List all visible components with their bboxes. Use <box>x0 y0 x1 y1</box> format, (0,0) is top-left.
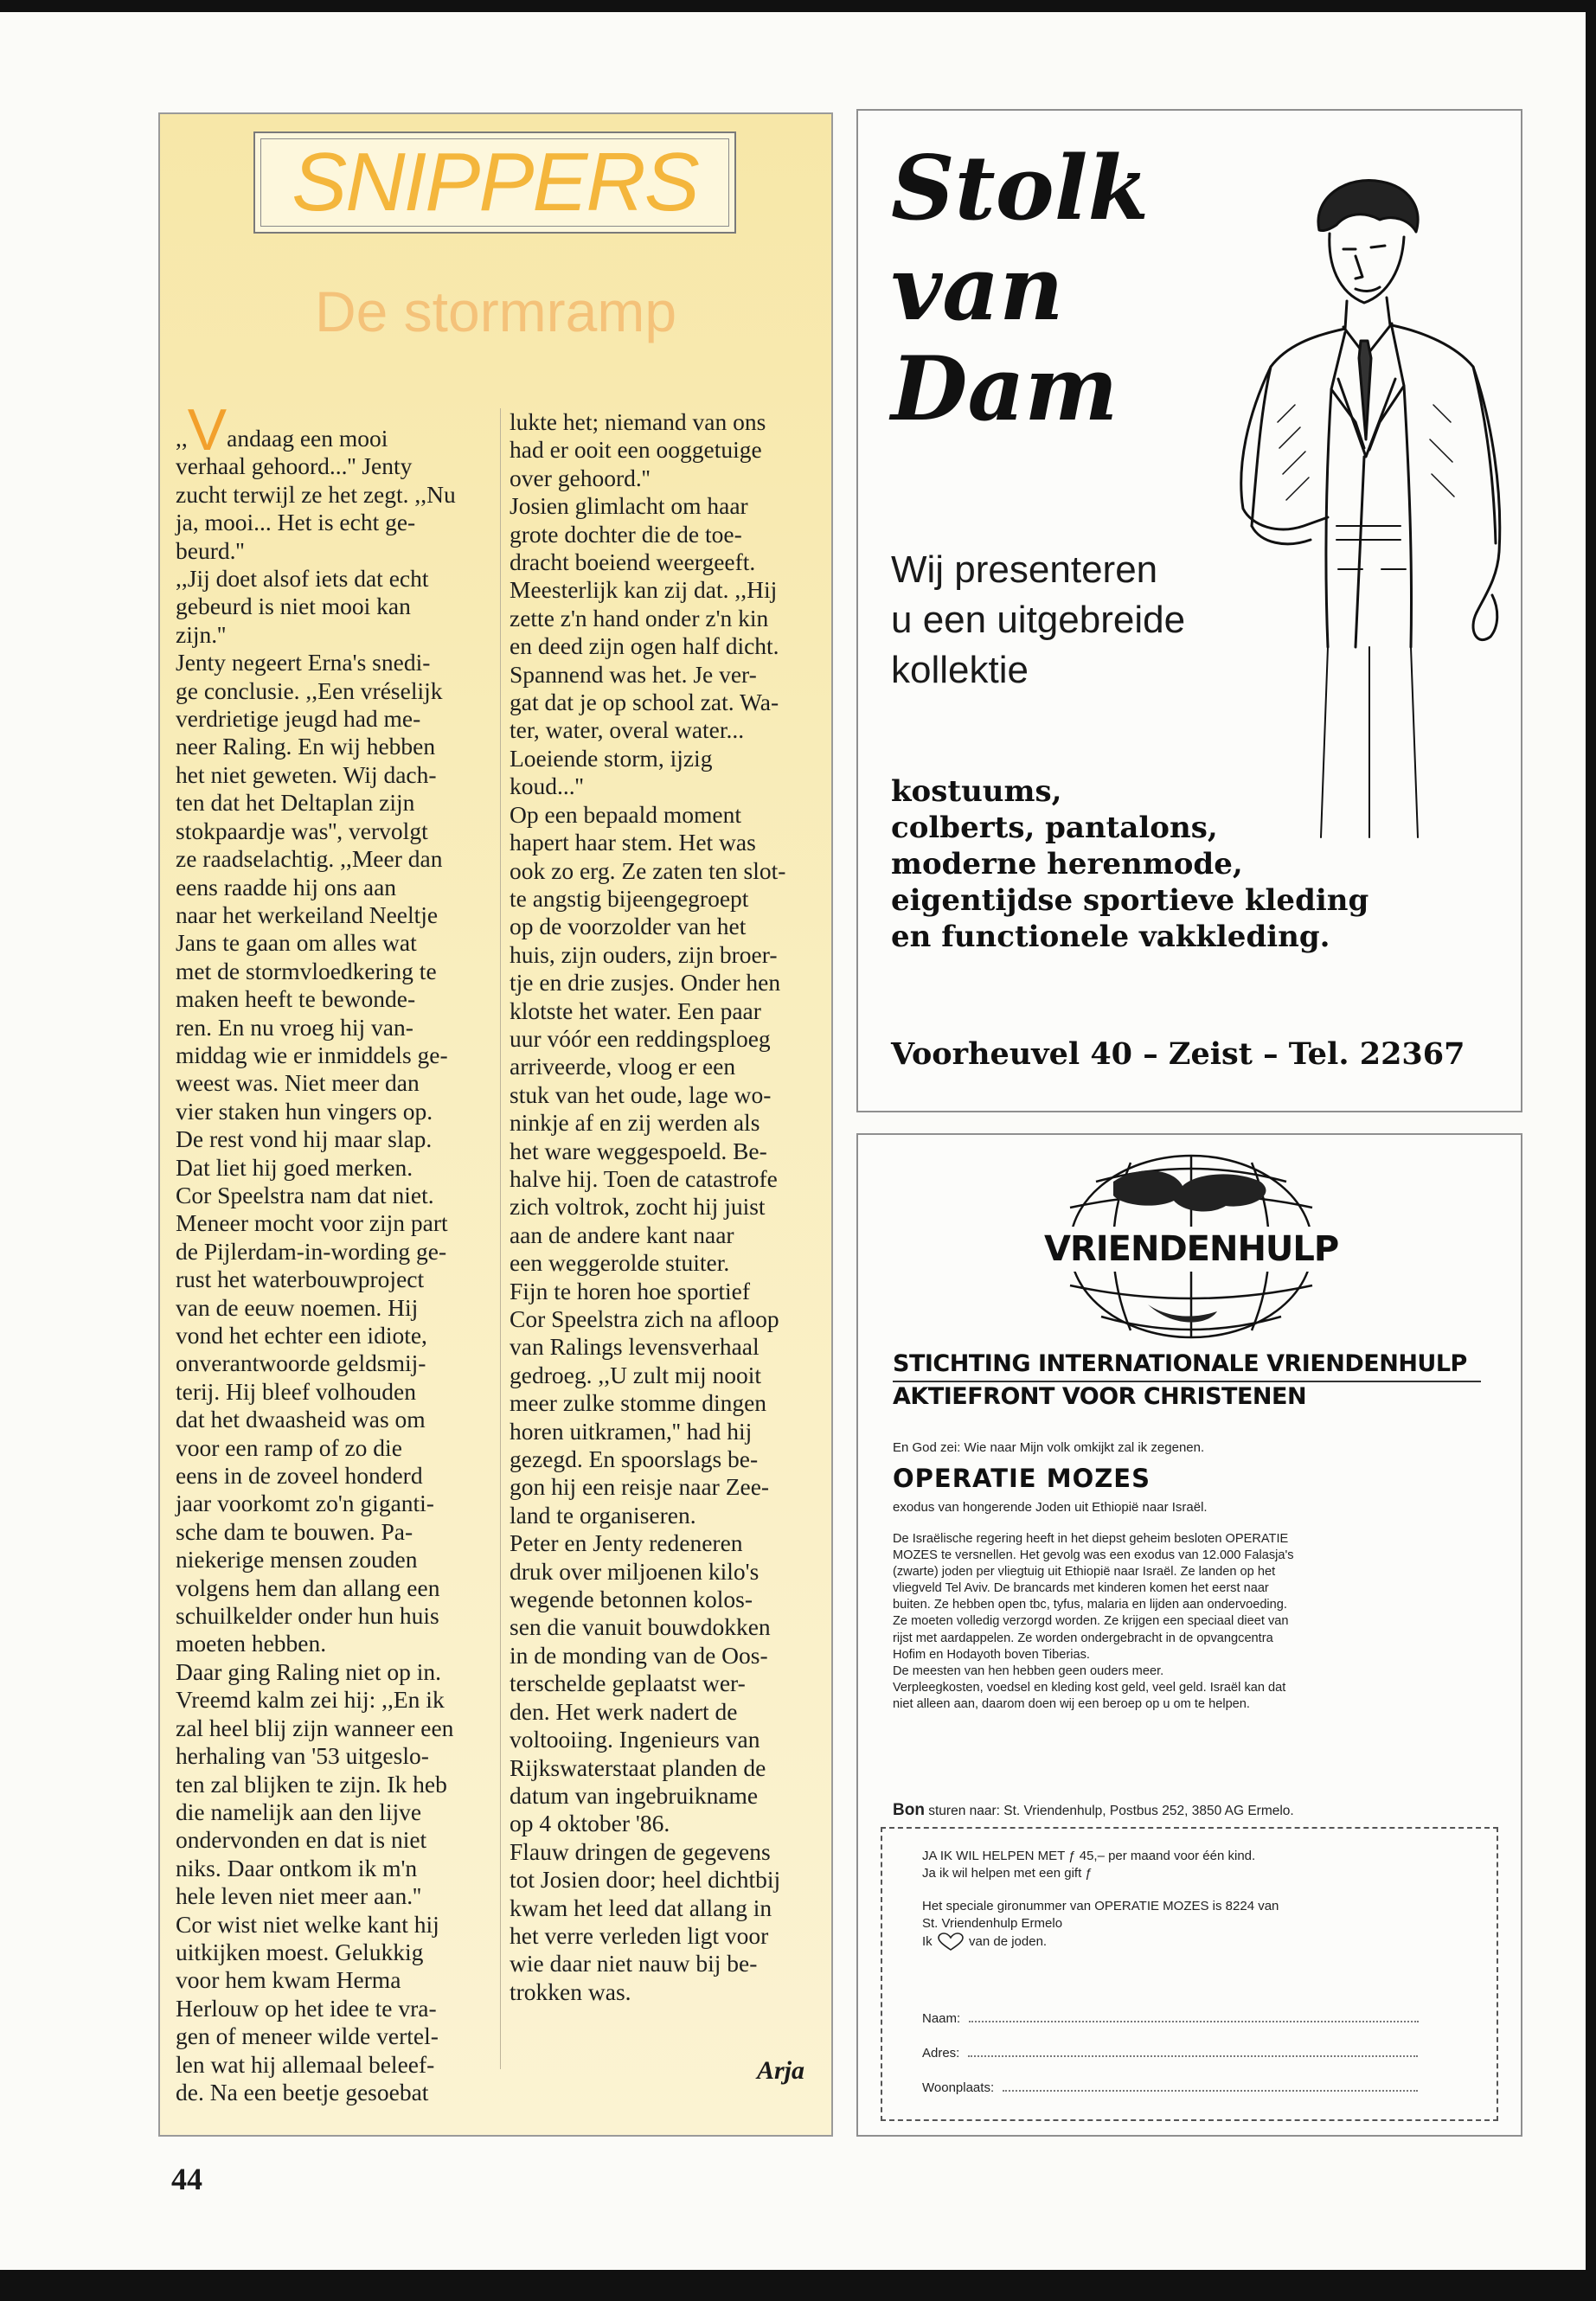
story-column-right <box>510 408 830 2006</box>
page-number: 44 <box>171 2162 202 2196</box>
story-line: gebeurd is niet mooi kan <box>176 593 411 620</box>
vriendenhulp-logo-text: VRIENDENHULP <box>1044 1227 1338 1272</box>
spacer <box>922 1882 1279 1898</box>
story-line: verdrietige jeugd had me- <box>176 705 421 733</box>
story-line: uur vóór een reddingsploeg <box>510 1024 771 1052</box>
body-line: Hofim en Hodayoth boven Tiberias. <box>893 1647 1090 1662</box>
story-line: Spannend was het. Je ver- <box>510 660 757 688</box>
story-line: ze raadselachtig. ,,Meer dan <box>176 845 443 873</box>
story-line: van de eeuw noemen. Hij <box>176 1293 419 1321</box>
story-line: niekerige mensen zouden <box>176 1546 418 1574</box>
story-line: sen die vanuit bouwdokken <box>510 1613 771 1641</box>
story-line: meer zulke stomme dingen <box>510 1389 767 1417</box>
story-line: wegende betonnen kolos- <box>510 1586 753 1613</box>
story-line: voor een ramp of zo die <box>176 1433 402 1461</box>
product-line: en functionele vakkleding. <box>891 920 1330 954</box>
story-line: klotste het water. Een paar <box>510 997 761 1024</box>
story-line: terij. Hij bleef volhouden <box>176 1377 416 1405</box>
city-field[interactable]: Woonplaats: <box>922 2080 1418 2095</box>
heart-icon <box>936 1932 965 1952</box>
story-line: neer Raling. En wij hebben <box>176 733 436 760</box>
story-line: ondervonden en dat is niet <box>176 1826 427 1854</box>
story-line: ,,Jij doet alsof iets dat echt <box>176 565 429 593</box>
story-line: schuilkelder onder hun huis <box>176 1602 439 1630</box>
story-line: het verre verleden ligt voor <box>510 1921 769 1949</box>
brand-line: Stolk <box>891 137 1150 240</box>
story-line: herhaling van '53 uitgeslo- <box>176 1742 429 1770</box>
body-line: rijst met aardappelen. Ze worden ondergebracht in de opvangcentra <box>893 1631 1273 1645</box>
organisation-name <box>893 1349 1481 1412</box>
story-line: ren. En nu vroeg hij van- <box>176 1013 413 1041</box>
scan-edge-bottom <box>0 2270 1596 2301</box>
stolk-tagline <box>891 545 1185 695</box>
story-line: in de monding van de Oos- <box>510 1641 768 1669</box>
story-line: huis, zijn ouders, zijn broer- <box>510 940 778 968</box>
story-line: en deed zijn ogen half dicht. <box>510 632 779 660</box>
story-line: moeten hebben. <box>176 1630 327 1657</box>
story-line: van Ralings levensverhaal <box>510 1333 760 1361</box>
story-line: tot Josien door; heel dichtbij <box>510 1866 781 1894</box>
story-line: uitkijken moest. Gelukkig <box>176 1938 424 1965</box>
coupon-label: Bon <box>893 1801 925 1819</box>
story-column-left <box>176 397 497 2106</box>
story-line: jaar voorkomt zo'n giganti- <box>176 1490 434 1517</box>
story-line: die namelijk aan den lijve <box>176 1798 422 1825</box>
story-line: land te organiseren. <box>510 1501 696 1529</box>
story-line: terschelde geplaatst wer- <box>510 1670 746 1697</box>
story-line: beurd.'' <box>176 536 245 564</box>
story-line: ge conclusie. ,,Een vréselijk <box>176 676 443 704</box>
name-field[interactable]: Naam: <box>922 2010 1419 2026</box>
story-line: Josien glimlacht om haar <box>510 492 748 520</box>
story-line: druk over miljoenen kilo's <box>510 1557 760 1585</box>
story-line: had er ooit een ooggetuige <box>510 436 762 464</box>
snippers-title: SNIPPERS <box>292 136 698 228</box>
address-field[interactable]: Adres: <box>922 2045 1418 2061</box>
donation-coupon[interactable] <box>881 1827 1498 2121</box>
brand-line: van <box>891 237 1064 341</box>
operation-title: OPERATIE MOZES <box>893 1464 1151 1493</box>
org-line: AKTIEFRONT VOOR CHRISTENEN <box>893 1383 1307 1410</box>
bible-quote: En God zei: Wie naar Mijn volk omkijkt zal ik zegenen. <box>893 1440 1205 1455</box>
story-line: volgens hem dan allang een <box>176 1574 440 1601</box>
story-line: ninkje af en zij werden als <box>510 1109 760 1137</box>
stolk-van-dam-ad <box>856 109 1522 1112</box>
story-line: over gehoord.'' <box>510 464 651 491</box>
story-line: de. Na een beetje gesoebat <box>176 2078 429 2106</box>
body-line: Ze moeten volledig verzorgd worden. Ze krijgen een speciaal dieet van <box>893 1614 1289 1629</box>
story-line: Peter en Jenty redeneren <box>510 1529 743 1557</box>
story-line: tje en drie zusjes. Onder hen <box>510 969 781 997</box>
story-line: den. Het werk nadert de <box>510 1697 738 1725</box>
coupon-address: sturen naar: St. Vriendenhulp, Postbus 252, 3850 AG Ermelo. <box>928 1804 1294 1818</box>
story-line: ten zal blijken te zijn. Ik heb <box>176 1770 447 1798</box>
story-line: dat het dwaasheid was om <box>176 1406 426 1433</box>
story-line: vond het echter een idiote, <box>176 1322 427 1349</box>
story-line: datum van ingebruikname <box>510 1781 759 1809</box>
story-line: middag wie er inmiddels ge- <box>176 1041 448 1068</box>
story-line: stokpaardje was'', vervolgt <box>176 817 428 844</box>
story-line: aan de andere kant naar <box>510 1221 734 1248</box>
story-line: Cor wist niet welke kant hij <box>176 1910 439 1938</box>
story-line: vier staken hun vingers op. <box>176 1097 433 1125</box>
story-line: te angstig bijeengegroept <box>510 884 749 912</box>
story-line: Vreemd kalm zei hij: ,,En ik <box>176 1686 445 1714</box>
story-line: hapert haar stem. Het was <box>510 829 756 856</box>
product-line: kostuums, <box>891 774 1062 809</box>
stolk-product-list <box>891 773 1368 955</box>
story-line: halve hij. Toen de catastrofe <box>510 1164 778 1192</box>
story-first-line: ,,Vandaag een mooi <box>176 397 388 463</box>
story-line: zette z'n hand onder z'n kin <box>510 604 769 631</box>
body-line: De Israëlische regering heeft in het diepst geheim besloten OPERATIE <box>893 1532 1289 1546</box>
story-line: dracht boeiend weergeeft. <box>510 548 756 576</box>
product-line: moderne herenmode, <box>891 847 1243 881</box>
org-line: STICHTING INTERNATIONALE VRIENDENHULP <box>893 1349 1481 1382</box>
story-line: op de voorzolder van het <box>510 913 747 940</box>
story-line: eens in de zoveel honderd <box>176 1462 423 1490</box>
product-line: colberts, pantalons, <box>891 811 1218 845</box>
body-line: MOZES te versnellen. Het gevolg was een exodus van 12.000 Falasja's <box>893 1548 1294 1563</box>
story-line: arriveerde, vloog er een <box>510 1053 736 1080</box>
story-line: Meesterlijk kan zij dat. ,,Hij <box>510 576 778 604</box>
story-line: Rijkswaterstaat planden de <box>510 1753 766 1781</box>
story-line: zal heel blij zijn wanneer een <box>176 1714 454 1741</box>
story-line: weest was. Niet meer dan <box>176 1069 420 1097</box>
story-line: voltooiing. Ingenieurs van <box>510 1726 760 1753</box>
story-line: Jans te gaan om alles wat <box>176 929 417 957</box>
giro-line: Het speciale gironummer van OPERATIE MOZES is 8224 van <box>922 1899 1279 1913</box>
story-line: Herlouw op het idee te vra- <box>176 1994 437 2022</box>
story-line: de Pijlerdam-in-wording ge- <box>176 1237 447 1265</box>
snippers-title-box <box>253 131 736 234</box>
address-input-line[interactable] <box>968 2045 1418 2057</box>
story-line: gat dat je op school zat. Wa- <box>510 689 779 716</box>
stolk-address: Voorheuvel 40 – Zeist – Tel. 22367 <box>891 1036 1465 1072</box>
author-signature: Arja <box>757 2056 805 2085</box>
scan-edge-top <box>0 0 1596 12</box>
body-line: vliegveld Tel Aviv. De brancards met kinderen komen het eerst naar <box>893 1581 1269 1596</box>
story-line: Dat liet hij goed merken. <box>176 1153 413 1181</box>
name-input-line[interactable] <box>969 2010 1419 2022</box>
story-line: ook zo erg. Ze zaten ten slot- <box>510 856 786 884</box>
coupon-text <box>922 1848 1279 1952</box>
story-line: hele leven niet meer aan.'' <box>176 1882 421 1910</box>
story-line: het ware weggespoeld. Be- <box>510 1137 767 1164</box>
story-line: Cor Speelstra zich na afloop <box>510 1305 779 1332</box>
scan-edge-right <box>1586 0 1596 2301</box>
product-line: eigentijdse sportieve kleding <box>891 883 1369 918</box>
story-line: grote dochter die de toe- <box>510 520 742 548</box>
story-line: zijn.'' <box>176 620 227 648</box>
story-line: eens raadde hij ons aan <box>176 873 397 901</box>
body-line: De meesten van hen hebben geen ouders meer. <box>893 1663 1164 1678</box>
operation-body <box>893 1531 1486 1713</box>
drop-cap: V <box>187 397 228 463</box>
story-line: stuk van het oude, lage wo- <box>510 1080 772 1108</box>
story-line: wie daar niet nauw bij be- <box>510 1950 758 1977</box>
story-line: niks. Daar ontkom ik m'n <box>176 1854 418 1881</box>
story-line: zucht terwijl ze het zegt. ,,Nu <box>176 480 456 508</box>
tagline-line: Wij presenteren <box>891 548 1158 591</box>
body-line: Verpleegkosten, voedsel en kleding kost geld, veel geld. Israël kan dat <box>893 1680 1286 1695</box>
column-divider <box>500 408 501 2069</box>
operation-subtitle: exodus van hongerende Joden uit Ethiopië naar Israël. <box>893 1500 1208 1515</box>
story-line: ter, water, overal water... <box>510 716 745 744</box>
story-line: ja, mooi... Het is echt ge- <box>176 509 416 536</box>
story-line: Loeiende storm, ijzig <box>510 744 713 772</box>
story-line: op 4 oktober '86. <box>510 1810 670 1837</box>
story-line: koud...'' <box>510 772 584 800</box>
body-line: buiten. Ze hebben open tbc, tyfus, malaria en lijden aan ondervoeding. <box>893 1598 1287 1612</box>
story-line: Cor Speelstra nam dat niet. <box>176 1181 434 1208</box>
story-line: Flauw dringen de gegevens <box>510 1837 771 1865</box>
stolk-brand <box>891 138 1149 439</box>
story-line: gen of meneer wilde vertel- <box>176 2022 439 2050</box>
story-line: Fijn te horen hoe sportief <box>510 1277 750 1304</box>
story-line: horen uitkramen,'' had hij <box>510 1417 753 1445</box>
coupon-line: JA IK WIL HELPEN MET ƒ 45,– per maand voor één kind. <box>922 1849 1256 1863</box>
story-line: onverantwoorde geldsmij- <box>176 1349 426 1377</box>
story-line: ten dat het Deltaplan zijn <box>176 789 415 817</box>
story-line: voor hem kwam Herma <box>176 1966 401 1994</box>
story-line: maken heeft te bewonde- <box>176 985 416 1013</box>
heart-line: Ik van de joden. <box>922 1932 1279 1952</box>
story-line: sche dam te bouwen. Pa- <box>176 1517 413 1545</box>
quote-mark: ,, <box>176 425 188 452</box>
story-line: rust het waterbouwproject <box>176 1266 425 1293</box>
story-line: trokken was. <box>510 1977 631 2005</box>
story-line: gon hij een reisje naar Zee- <box>510 1473 770 1501</box>
logo-wrapper <box>1044 1147 1338 1346</box>
story-line: met de stormvloedkering te <box>176 957 437 984</box>
coupon-instruction <box>893 1801 1294 1820</box>
story-line: naar het werkeiland Neeltje <box>176 901 439 928</box>
story-line: lukte het; niemand van ons <box>510 408 766 435</box>
story-title: De stormramp <box>314 279 677 343</box>
tagline-line: kollektie <box>891 649 1029 691</box>
coupon-line: Ja ik wil helpen met een gift ƒ <box>922 1866 1093 1881</box>
story-line: De rest vond hij maar slap. <box>176 1125 433 1153</box>
story-line: verhaal gehoord...'' Jenty <box>176 452 413 480</box>
story-line: gedroeg. ,,U zult mij nooit <box>510 1361 761 1388</box>
tagline-line: u een uitgebreide <box>891 599 1186 641</box>
story-line: kwam het leed dat allang in <box>510 1894 772 1921</box>
vriendenhulp-ad <box>856 1133 1522 2137</box>
story-line: een weggerolde stuiter. <box>510 1249 730 1277</box>
brand-line: Dam <box>891 337 1118 441</box>
story-line: zich voltrok, zocht hij juist <box>510 1193 766 1221</box>
man-in-suit-illustration <box>1217 163 1511 855</box>
story-line: gezegd. En spoorslags be- <box>510 1445 759 1473</box>
city-input-line[interactable] <box>1003 2080 1418 2092</box>
story-line: het niet geweten. Wij dach- <box>176 760 437 788</box>
body-line: (zwarte) joden per vliegtuig uit Ethiopië naar Israël. Ze landen op het <box>893 1565 1276 1580</box>
story-line: Jenty negeert Erna's snedi- <box>176 649 431 676</box>
body-line: niet alleen aan, daarom doen wij een beroep op u om te helpen. <box>893 1696 1250 1711</box>
snippers-column <box>158 112 833 2137</box>
story-line: Meneer mocht voor zijn part <box>176 1209 448 1237</box>
story-line: Daar ging Raling niet op in. <box>176 1657 442 1685</box>
story-line: len wat hij allemaal beleef- <box>176 2050 435 2078</box>
giro-line: St. Vriendenhulp Ermelo <box>922 1916 1063 1931</box>
story-line: Op een bepaald moment <box>510 800 742 828</box>
